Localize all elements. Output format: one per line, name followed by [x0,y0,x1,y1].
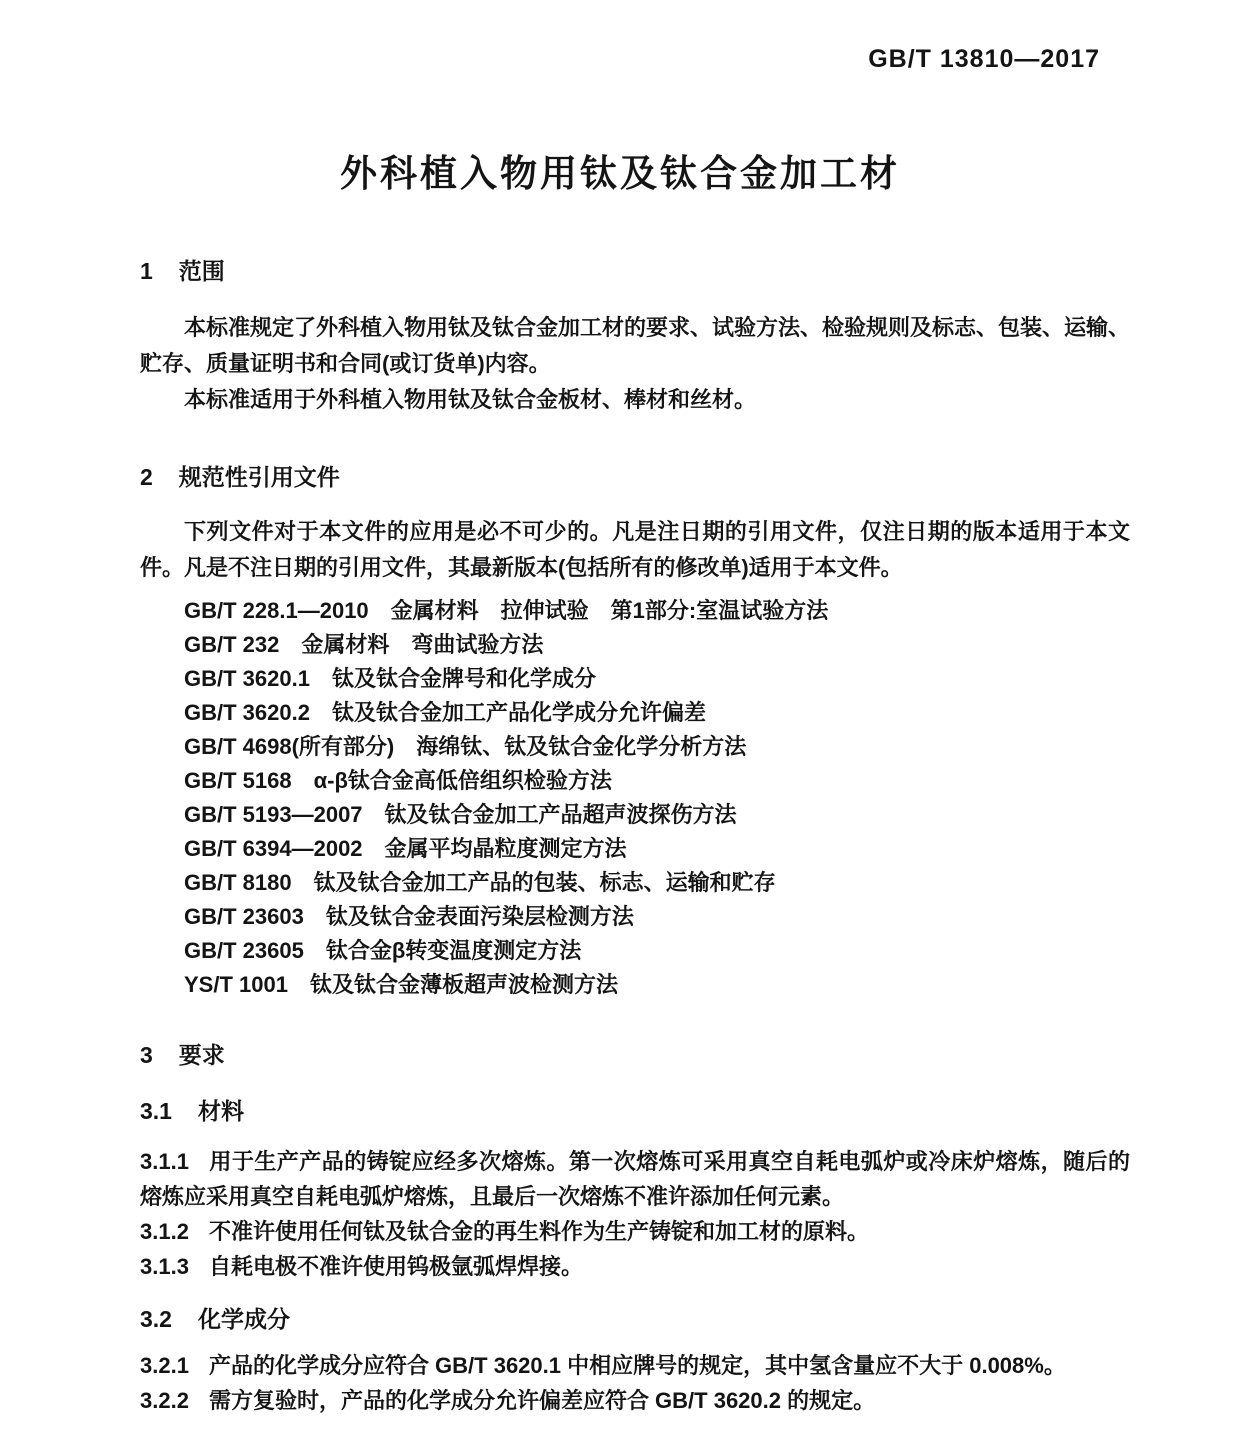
clause-number: 3.1.1 [140,1149,189,1174]
reference-item [140,764,1130,798]
clause-number: 3.1.3 [140,1254,189,1279]
reference-name: 钛合金β转变温度测定方法 [325,938,582,963]
section-3-number: 3 [140,1042,153,1068]
reference-item [140,628,1130,662]
reference-item [140,968,1130,1002]
reference-code: GB/T 228.1—2010 [184,598,369,623]
section-3-2-title: 化学成分 [197,1306,290,1332]
reference-code: YS/T 1001 [184,972,288,997]
section-1-heading [140,258,1130,284]
section-3-title: 要求 [178,1042,225,1068]
reference-item [140,730,1130,764]
section-2-heading [140,464,1130,490]
section-2-intro: 下列文件对于本文件的应用是必不可少的。凡是注日期的引用文件，仅注日期的版本适用于本文件。凡是不注日期的引用文件，其最新版本(包括所有的修改单)适用于本文件。 [140,519,1130,580]
clause-number: 3.2.1 [140,1353,189,1378]
clause-text: 不准许使用任何钛及钛合金的再生料作为生产铸锭和加工材的原料。 [208,1219,869,1244]
clause [140,1214,1130,1249]
reference-code: GB/T 5168 [184,768,292,793]
section-3-1-heading [140,1098,1130,1124]
document-title: 外科植入物用钛及钛合金加工材 [340,153,900,194]
reference-code: GB/T 23603 [184,904,304,929]
section-1-number: 1 [140,258,153,284]
reference-name: 钛及钛合金加工产品化学成分允许偏差 [331,700,706,725]
section-3-2-heading [140,1306,1130,1332]
section-1-paragraph-2: 本标准适用于外科植入物用钛及钛合金板材、棒材和丝材。 [184,387,757,412]
section-3-2-clauses [140,1348,1130,1418]
clause-number: 3.2.2 [140,1388,189,1413]
section-3-2-number: 3.2 [140,1306,172,1332]
reference-code: GB/T 8180 [184,870,292,895]
section-1-paragraph-1: 本标准规定了外科植入物用钛及钛合金加工材的要求、试验方法、检验规则及标志、包装、运输、贮存、质量证明书和合同(或订货单)内容。 [140,315,1131,376]
reference-name: 金属平均晶粒度测定方法 [384,836,627,861]
clause [140,1249,1130,1284]
section-3-1-title: 材料 [197,1098,244,1124]
section-3-1-clauses [140,1144,1130,1284]
reference-item [140,696,1130,730]
reference-name: 钛及钛合金表面污染层检测方法 [325,904,634,929]
clause [140,1383,1130,1418]
reference-name: 钛及钛合金薄板超声波检测方法 [309,972,618,997]
clause [140,1348,1130,1383]
reference-name: 海绵钛、钛及钛合金化学分析方法 [416,734,747,759]
reference-name: 钛及钛合金加工产品超声波探伤方法 [384,802,737,827]
reference-name: 钛及钛合金加工产品的包装、标志、运输和贮存 [313,870,776,895]
section-2-title: 规范性引用文件 [178,464,340,490]
reference-code: GB/T 232 [184,632,280,657]
section-3-1-number: 3.1 [140,1098,172,1124]
reference-name: α-β钛合金高低倍组织检验方法 [313,768,612,793]
reference-item [140,662,1130,696]
reference-code: GB/T 3620.1 [184,666,310,691]
reference-item [140,866,1130,900]
normative-references-list [140,594,1130,1002]
reference-name: 金属材料 弯曲试验方法 [301,632,544,657]
reference-item [140,798,1130,832]
reference-code: GB/T 6394—2002 [184,836,363,861]
section-2-number: 2 [140,464,153,490]
clause-text: 需方复验时，产品的化学成分允许偏差应符合 GB/T 3620.2 的规定。 [208,1388,876,1413]
reference-item [140,934,1130,968]
reference-item [140,900,1130,934]
document-body [140,258,1130,1418]
clause-text: 产品的化学成分应符合 GB/T 3620.1 中相应牌号的规定，其中氢含量应不大于 0.008%。 [208,1353,1066,1378]
clause-text: 自耗电极不准许使用钨极氩弧焊焊接。 [208,1254,583,1279]
reference-code: GB/T 23605 [184,938,304,963]
reference-item [140,594,1130,628]
reference-code: GB/T 3620.2 [184,700,310,725]
standard-number: GB/T 13810—2017 [868,45,1100,73]
reference-name: 钛及钛合金牌号和化学成分 [331,666,596,691]
clause-text: 用于生产产品的铸锭应经多次熔炼。第一次熔炼可采用真空自耗电弧炉或冷床炉熔炼，随后的熔炼应采用真空自耗电弧炉熔炼，且最后一次熔炼不准许添加任何元素。 [140,1149,1130,1209]
reference-name: 金属材料 拉伸试验 第1部分:室温试验方法 [390,598,829,623]
section-3-heading [140,1042,1130,1068]
clause [140,1144,1130,1214]
clause-number: 3.1.2 [140,1219,189,1244]
reference-code: GB/T 5193—2007 [184,802,363,827]
reference-code: GB/T 4698(所有部分) [184,734,395,759]
section-1-title: 范围 [178,258,225,284]
reference-item [140,832,1130,866]
